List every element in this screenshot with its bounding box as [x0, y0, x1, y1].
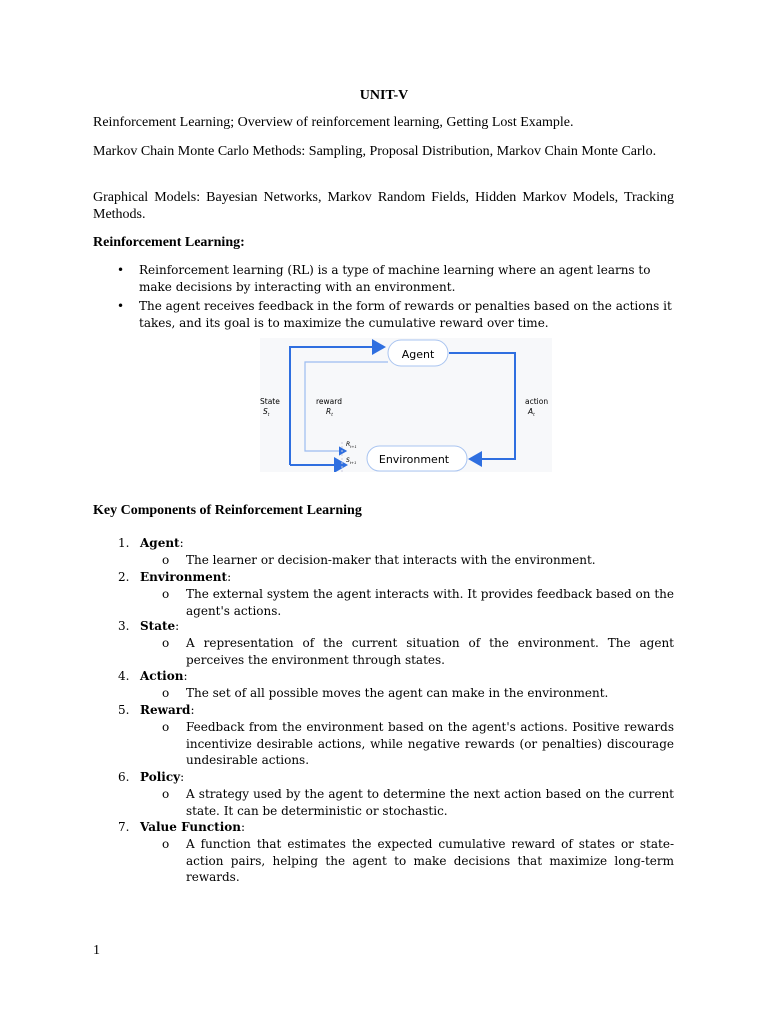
component-description: Feedback from the environment based on the agent's actions. Positive rewards incentivize desirable actions, while negative rewards (or penalties) discourage undesirable actions.: [186, 720, 674, 768]
svg-text:Rt: $R_t$: [326, 407, 333, 417]
term-label: Environment: [140, 570, 228, 584]
colon: :: [240, 820, 246, 834]
list-number: 2.: [118, 570, 130, 584]
svg-text:St: $S_t$: [263, 407, 270, 417]
bullet-text: Reinforcement learning (RL) is a type of machine learning where an agent learns to make decisions by interacting with an environment.: [139, 263, 651, 294]
colon: :: [227, 570, 232, 584]
bullet-icon: •: [117, 263, 125, 277]
unit-title: UNIT-V: [359, 88, 409, 103]
topic-line: Reinforcement Learning; Overview of reinforcement learning, Getting Lost Example.: [93, 115, 574, 130]
list-number: 4.: [118, 669, 130, 683]
term-label: Policy: [140, 770, 181, 784]
svg-text:Rt+1: $R_{t+1}$: [346, 441, 357, 449]
term-label: Action: [140, 669, 184, 683]
sub-bullet-icon: o: [162, 720, 170, 734]
component-description: The set of all possible moves the agent can make in the environment.: [186, 686, 609, 700]
colon: :: [183, 669, 188, 683]
component-description: The external system the agent interacts with. It provides feedback based on the agent's actions.: [186, 587, 674, 618]
component-term: [140, 702, 194, 719]
action-arrow: [449, 353, 515, 459]
state-label: State: [260, 397, 280, 406]
sub-bullet-icon: o: [162, 636, 170, 650]
component-description: A function that estimates the expected cumulative reward of states or state-action pairs, helping the agent to make decisions that maximize long-term rewards.: [186, 837, 674, 885]
reward-label: reward: [316, 397, 342, 406]
sub-bullet-icon: o: [162, 587, 170, 601]
list-number: 6.: [118, 770, 130, 784]
svg-text:St+1: $S_{t+1}$: [346, 457, 357, 465]
agent-label: Agent: [401, 348, 435, 361]
component-description: A strategy used by the agent to determine the next action based on the current state. It can be deterministic or stochastic.: [186, 787, 674, 818]
colon: :: [175, 619, 180, 633]
colon: :: [179, 536, 184, 550]
list-number: 3.: [118, 619, 130, 633]
list-number: 7.: [118, 820, 130, 834]
sub-bullet-icon: o: [162, 787, 170, 801]
rl-loop-diagram: [260, 338, 552, 472]
page-number: 1: [93, 943, 100, 958]
component-description: The learner or decision-maker that interacts with the environment.: [186, 553, 596, 567]
state-arrow: [290, 347, 384, 465]
component-term: [140, 535, 184, 552]
bullet-text: The agent receives feedback in the form of rewards or penalties based on the actions it takes, and its goal is to maximize the cumulative reward over time.: [139, 299, 672, 330]
list-number: 1.: [118, 536, 130, 550]
reward-arrow: [305, 362, 388, 451]
section-heading: Reinforcement Learning:: [93, 235, 245, 250]
list-number: 5.: [118, 703, 130, 717]
term-label: State: [140, 619, 176, 633]
sub-bullet-icon: o: [162, 686, 170, 700]
svg-text:At: $A_t$: [528, 407, 535, 417]
sub-bullet-icon: o: [162, 553, 170, 567]
component-term: [140, 668, 188, 685]
term-label: Reward: [140, 703, 191, 717]
component-description: A representation of the current situation of the environment. The agent perceives the environment through states.: [186, 636, 674, 667]
term-label: Agent: [140, 536, 180, 550]
topic-line: Graphical Models: Bayesian Networks, Markov Random Fields, Hidden Markov Models, Tracking Methods.: [93, 190, 674, 222]
term-label: Value Function: [140, 820, 241, 834]
sub-bullet-icon: o: [162, 837, 170, 851]
component-term: [140, 819, 245, 836]
action-label: action: [525, 397, 549, 406]
bullet-icon: •: [117, 299, 125, 313]
component-term: [140, 618, 179, 635]
topic-line: Markov Chain Monte Carlo Methods: Sampling, Proposal Distribution, Markov Chain Monte Carlo.: [93, 144, 657, 159]
component-term: [140, 769, 184, 786]
component-term: [140, 569, 231, 586]
colon: :: [180, 770, 185, 784]
colon: :: [190, 703, 195, 717]
section-heading: Key Components of Reinforcement Learning: [93, 503, 362, 518]
environment-label: Environment: [378, 453, 450, 466]
